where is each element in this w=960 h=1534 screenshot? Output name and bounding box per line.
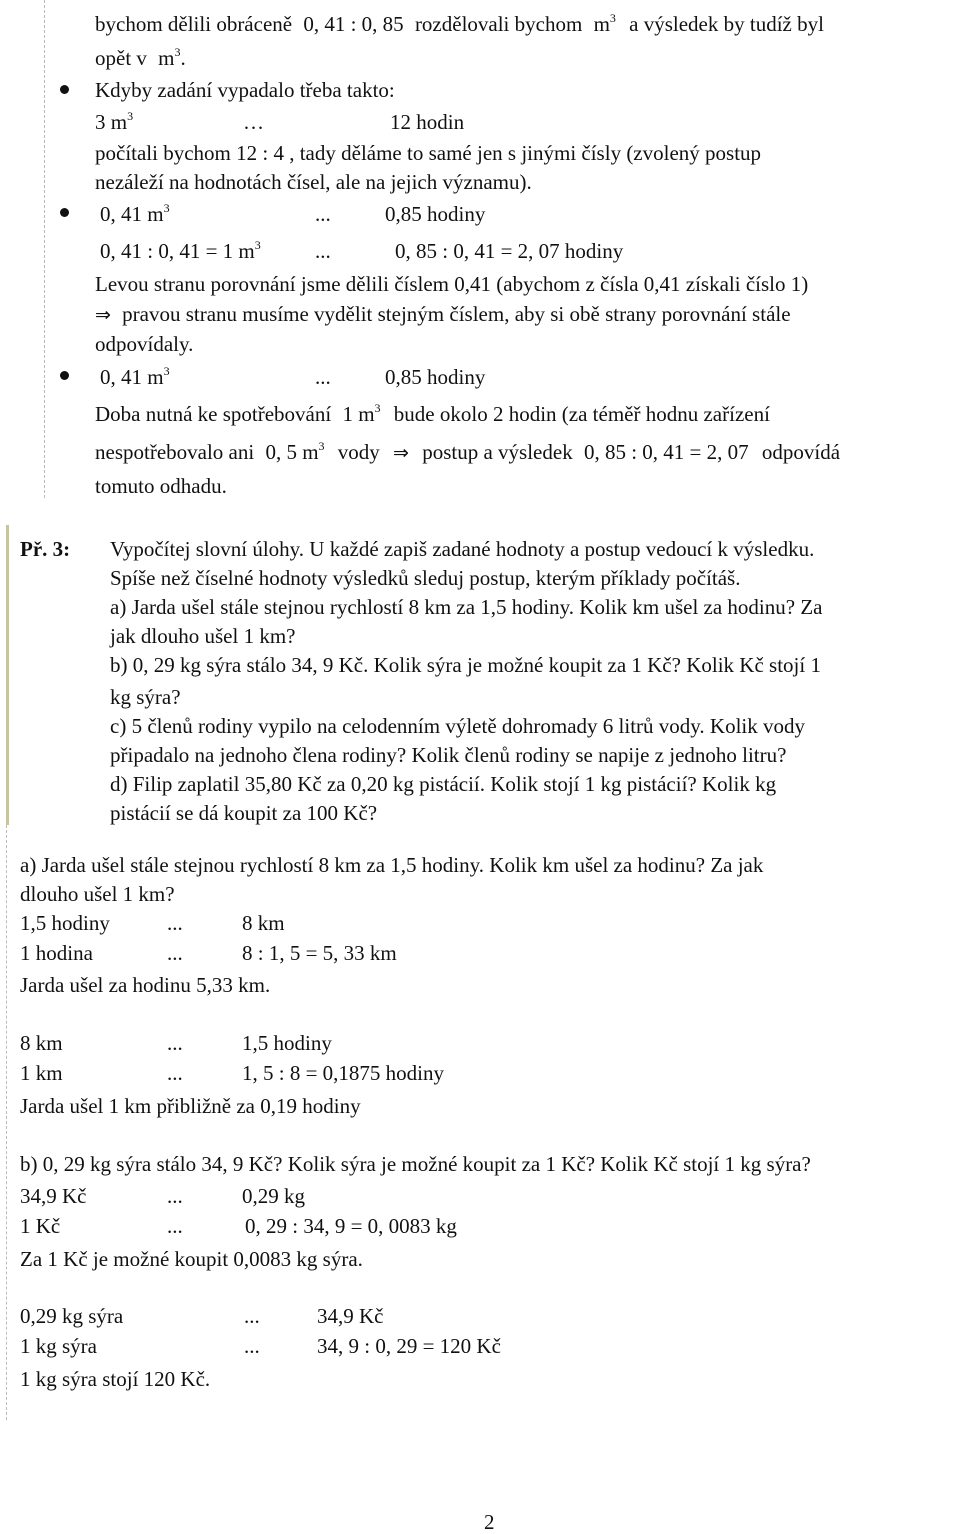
solution-result: Jarda ušel 1 km přibližně za 0,19 hodiny (20, 1094, 361, 1118)
row-dots: ... (244, 1304, 260, 1328)
superscript: 3 (254, 238, 261, 252)
row-left: 8 km (20, 1031, 63, 1055)
bullet-icon (60, 371, 69, 380)
task-line: b) 0, 29 kg sýra stálo 34, 9 Kč. Kolik sýra je možné koupit za 1 Kč? Kolik Kč stojí 1 (110, 653, 821, 677)
superscript: 3 (163, 364, 170, 378)
row-left: 1 hodina (20, 941, 93, 965)
row-dots: ... (244, 1334, 260, 1358)
math-row (95, 110, 133, 134)
row-right: 0,29 kg (242, 1184, 305, 1208)
unit: m (593, 12, 610, 36)
text-line: nezáleží na hodnotách čísel, ale na jejich významu). (95, 170, 532, 194)
left-margin-rule (6, 525, 9, 825)
row-dots: … (243, 110, 264, 134)
math-expression: 0, 41 : 0, 85 (303, 12, 404, 36)
row-right: 34, 9 : 0, 29 = 120 Kč (317, 1334, 501, 1358)
superscript: 3 (318, 439, 325, 453)
implies-arrow-icon: ⇒ (95, 304, 111, 326)
row-dots: ... (315, 239, 331, 263)
row-right: 1, 5 : 8 = 0,1875 hodiny (242, 1061, 445, 1085)
task-line: a) Jarda ušel stále stejnou rychlostí 8 km za 1,5 hodiny. Kolik km ušel za hodinu? Za (110, 595, 823, 619)
row-dots: ... (167, 911, 183, 935)
row-dots: ... (167, 1061, 183, 1085)
task-line: jak dlouho ušel 1 km? (110, 624, 296, 648)
text-line (95, 402, 770, 426)
row-left: 1 kg sýra (20, 1334, 97, 1358)
row-right: 8 : 1, 5 = 5, 33 km (242, 941, 397, 965)
row-left: 0, 41 m (100, 202, 164, 226)
top-margin-rule (44, 0, 45, 498)
text-line: Kdyby zadání vypadalo třeba takto: (95, 78, 395, 102)
row-left: 1,5 hodiny (20, 911, 110, 935)
line-text: Doba nutná ke spotřebování (95, 402, 332, 426)
bullet-icon (60, 208, 69, 217)
superscript: 3 (609, 11, 616, 25)
line-text: vody (337, 440, 380, 464)
text-line: odpovídaly. (95, 332, 194, 356)
superscript: 3 (163, 201, 170, 215)
page-number: 2 (484, 1510, 495, 1534)
row-right: 12 hodin (390, 110, 465, 134)
superscript: 3 (127, 109, 134, 123)
math-row (100, 239, 261, 263)
solution-line: dlouho ušel 1 km? (20, 882, 175, 906)
unit: 0, 5 m (265, 440, 319, 464)
line-text: bychom dělili obráceně (95, 12, 293, 36)
row-dots: ... (167, 1031, 183, 1055)
text-line (95, 440, 840, 465)
line-text: rozdělovali bychom (414, 12, 583, 36)
bullet-icon (60, 85, 69, 94)
solution-result: Za 1 Kč je možné koupit 0,0083 kg sýra. (20, 1247, 363, 1271)
row-dots: ... (167, 941, 183, 965)
line-text: odpovídá (761, 440, 841, 464)
text-line (95, 302, 791, 327)
task-line: pistácií se dá koupit za 100 Kč? (110, 801, 378, 825)
text-line (95, 46, 186, 70)
task-label: Př. 3: (20, 537, 71, 561)
row-right: 34,9 Kč (317, 1304, 384, 1328)
row-left: 0, 41 : 0, 41 = 1 m (100, 239, 255, 263)
row-dots: ... (167, 1214, 183, 1238)
text-line (95, 12, 824, 36)
text-line: Levou stranu porovnání jsme dělili číslem 0,41 (abychom z čísla 0,41 získali číslo 1) (95, 272, 809, 296)
implies-arrow-icon: ⇒ (393, 442, 409, 464)
line-text: postup a výsledek (422, 440, 573, 464)
math-row (100, 202, 170, 226)
line-text: opět v (95, 46, 147, 70)
text-line: počítali bychom 12 : 4 , tady děláme to samé jen s jinými čísly (zvolený postup (95, 141, 762, 165)
unit: m (158, 46, 175, 70)
text-line: tomuto odhadu. (95, 474, 227, 498)
row-dots: ... (167, 1184, 183, 1208)
left-margin-rule-lower (6, 825, 7, 1420)
line-text: nespotřebovalo ani (95, 440, 255, 464)
task-line: c) 5 členů rodiny vypilo na celodenním výletě dohromady 6 litrů vody. Kolik vody (110, 714, 805, 738)
math-row (100, 365, 170, 389)
task-line: připadalo na jednoho člena rodiny? Kolik členů rodiny se napije z jednoho litru? (110, 743, 787, 767)
row-left: 3 m (95, 110, 128, 134)
solution-line: a) Jarda ušel stále stejnou rychlostí 8 km za 1,5 hodiny. Kolik km ušel za hodinu? Za jak (20, 853, 764, 877)
row-left: 0, 41 m (100, 365, 164, 389)
solution-result: Jarda ušel za hodinu 5,33 km. (20, 973, 271, 997)
math-expression: 0, 85 : 0, 41 = 2, 07 (583, 440, 749, 464)
row-right: 0, 29 : 34, 9 = 0, 0083 kg (245, 1214, 457, 1238)
row-right: 0, 85 : 0, 41 = 2, 07 hodiny (395, 239, 624, 263)
row-right: 8 km (242, 911, 285, 935)
superscript: 3 (174, 45, 181, 59)
row-left: 34,9 Kč (20, 1184, 87, 1208)
row-left: 1 km (20, 1061, 63, 1085)
line-text: a výsledek by tudíž byl (629, 12, 824, 36)
row-dots: ... (315, 365, 331, 389)
task-line: Vypočítej slovní úlohy. U každé zapiš zadané hodnoty a postup vedoucí k výsledku. (110, 537, 815, 561)
solution-line: b) 0, 29 kg sýra stálo 34, 9 Kč? Kolik sýra je možné koupit za 1 Kč? Kolik Kč stojí 1 kg sýra? (20, 1152, 811, 1176)
row-left: 1 Kč (20, 1214, 61, 1238)
row-left: 0,29 kg sýra (20, 1304, 124, 1328)
superscript: 3 (374, 401, 381, 415)
line-text: . (180, 46, 186, 70)
unit: 1 m (342, 402, 375, 426)
line-text: bude okolo 2 hodin (za téměř hodnu zařízení (393, 402, 770, 426)
row-dots: ... (315, 202, 331, 226)
solution-result: 1 kg sýra stojí 120 Kč. (20, 1367, 211, 1391)
task-line: kg sýra? (110, 685, 181, 709)
row-right: 0,85 hodiny (385, 202, 486, 226)
row-right: 1,5 hodiny (242, 1031, 332, 1055)
task-line: Spíše než číselné hodnoty výsledků sleduj postup, kterým příklady počítáš. (110, 566, 741, 590)
task-line: d) Filip zaplatil 35,80 Kč za 0,20 kg pistácií. Kolik stojí 1 kg pistácií? Kolik kg (110, 772, 777, 796)
line-text: pravou stranu musíme vydělit stejným číslem, aby si obě strany porovnání stále (122, 302, 791, 326)
row-right: 0,85 hodiny (385, 365, 486, 389)
